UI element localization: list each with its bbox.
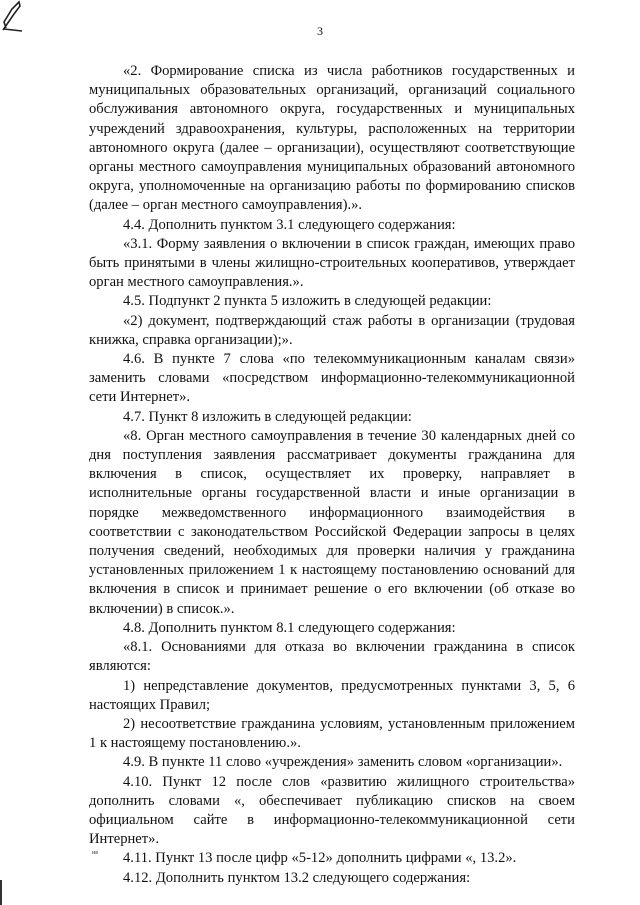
paragraph: «2. Формирование списка из числа работников государственных и муниципальных образовательных организаций, организаций социального обслуживания автономного округа, государственных и муниципальных учреждений здравоохранения, культуры, расположенных на территории автономного округа (далее – организации), осуществляют соответствующие органы местного самоуправления муниципальных образований автономного округа, уполномоченные на организацию работы по формированию списков (далее – орган местного самоуправления).».	[89, 63, 575, 214]
paragraph: «8.1. Основаниями для отказа во включении гражданина в список являются:	[89, 639, 575, 675]
paragraph: 4.4. Дополнить пунктом 3.1 следующего содержания:	[123, 216, 456, 233]
footer-code: ив	[92, 850, 99, 856]
paragraph: «8. Орган местного самоуправления в течение 30 календарных дней со дня поступления заявления рассматривает документы гражданина для включения в список, осуществляет их проверку, направляет в исполнительные органы государственной власти и иные организации в порядке межведомственного информационного взаимодействия в соответствии с законодательством Российской Федерации запросы в целях получения сведений, необходимых для проверки наличия у гражданина установленных приложением 1 к настоящему постановлению оснований для включения в список и принимает решение о его включении (об отказе во включении) в список.».	[89, 427, 575, 617]
paragraph: 4.6. В пункте 7 слова «по телекоммуникационным каналам связи» заменить словами «посредством информационно-телекоммуникационной сети Интернет».	[89, 351, 575, 406]
paragraph: 4.10. Пункт 12 после слов «развитию жилищного строительства» дополнить словами «, обеспечивает публикацию списков на своем официальном сайте в информационно-телекоммуникационной сети Интернет».	[89, 773, 575, 848]
scan-edge-line	[0, 880, 7, 905]
paragraph: 4.8. Дополнить пунктом 8.1 следующего содержания:	[123, 619, 456, 636]
paragraph: 1) непредставление документов, предусмотренных пунктами 3, 5, 6 настоящих Правил;	[89, 677, 575, 713]
paragraph: «2) документ, подтверждающий стаж работы в организации (трудовая книжка, справка организации);».	[89, 312, 575, 348]
paragraph: 4.12. Дополнить пунктом 13.2 следующего содержания:	[123, 869, 471, 886]
document-body	[89, 62, 575, 888]
paragraph: 4.5. Подпункт 2 пункта 5 изложить в следующей редакции:	[123, 293, 492, 310]
page-number: 3	[317, 24, 323, 38]
paragraph: 4.7. Пункт 8 изложить в следующей редакции:	[123, 408, 412, 425]
paragraph: «3.1. Форму заявления о включении в список граждан, имеющих право быть принятыми в члены жилищно-строительных кооперативов, утверждает орган местного самоуправления.».	[89, 235, 575, 291]
paragraph: 4.11. Пункт 13 после цифр «5-12» дополнить цифрами «, 13.2».	[123, 850, 517, 867]
paragraph: 2) несоответствие гражданина условиям, установленным приложением 1 к настоящему постановлению.».	[89, 715, 575, 752]
paragraph: 4.9. В пункте 11 слово «учреждения» заменить словом «организации».	[123, 754, 563, 771]
